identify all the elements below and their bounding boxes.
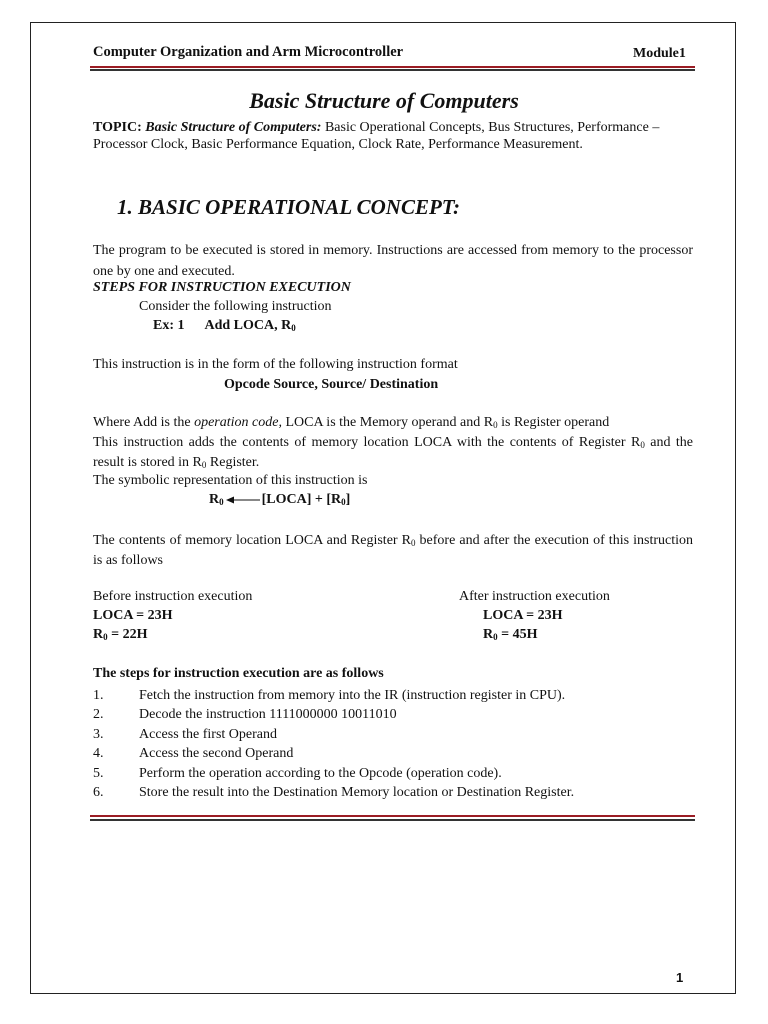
- where-line: [93, 415, 609, 431]
- left-arrow-icon: [226, 495, 260, 505]
- page-border: [30, 22, 736, 994]
- adds-sub2: 0: [201, 460, 207, 470]
- footer-rule-black: [90, 819, 695, 821]
- step-text: Fetch the instruction from memory into the IR (instruction register in CPU).: [139, 688, 566, 703]
- topic-italic: Basic Structure of Computers:: [145, 120, 322, 135]
- where-mid: LOCA is the Memory operand and R: [281, 415, 494, 430]
- step-number: 6.: [93, 785, 104, 801]
- symbolic-representation: [209, 492, 350, 508]
- page-title: Basic Structure of Computers: [249, 88, 519, 113]
- after-r-sub: 0: [493, 632, 498, 642]
- topic-paragraph: [93, 119, 693, 153]
- step-text: Store the result into the Destination Memory location or Destination Register.: [139, 785, 575, 801]
- adds-post: Register.: [206, 455, 260, 470]
- after-loca: LOCA = 23H: [483, 608, 563, 623]
- steps-heading: STEPS FOR INSTRUCTION EXECUTION: [93, 280, 351, 295]
- symbolic-intro: The symbolic representation of this instruction is: [93, 473, 368, 488]
- steps-list: [93, 686, 574, 802]
- after-r-value: = 45H: [497, 627, 538, 642]
- step-number: 5.: [93, 765, 104, 781]
- where-sub: 0: [493, 420, 498, 430]
- adds-pre: This instruction adds the contents of memory location LOCA with the contents of Register R: [93, 435, 641, 450]
- after-register: [483, 627, 538, 643]
- list-item: [93, 705, 574, 724]
- module-label: Module1: [633, 46, 686, 61]
- symbolic-lhs-sub: 0: [219, 497, 224, 507]
- symbolic-rhs-close: ]: [345, 492, 351, 507]
- list-item: [93, 686, 574, 705]
- list-item: [93, 764, 574, 783]
- after-label: After instruction execution: [459, 589, 610, 604]
- step-number: 4.: [93, 746, 104, 762]
- instruction-format: Opcode Source, Source/ Destination: [224, 377, 439, 392]
- adds-sub1: 0: [640, 440, 645, 450]
- example-code: Add LOCA, R: [204, 318, 292, 333]
- list-item: [93, 783, 574, 802]
- symbolic-rhs: [LOCA] + [R: [261, 492, 342, 507]
- list-item: [93, 744, 574, 763]
- adds-mid: and the result is stored in R: [93, 435, 693, 470]
- example-label: Ex: 1: [153, 318, 185, 333]
- step-text: Perform the operation according to the Opcode (operation code).: [139, 765, 502, 781]
- steps-title: The steps for instruction execution are as follows: [93, 666, 384, 681]
- symbolic-rhs-sub: 0: [341, 497, 346, 507]
- after-r: R: [483, 627, 494, 642]
- before-r: R: [93, 627, 104, 642]
- step-number: 1.: [93, 688, 104, 703]
- contents-paragraph: [93, 531, 693, 571]
- header-rule-black: [90, 69, 695, 71]
- topic-label: TOPIC:: [93, 120, 142, 135]
- step-text: Decode the instruction 1111000000 10011010: [139, 707, 397, 723]
- consider-text: Consider the following instruction: [139, 299, 332, 314]
- before-label: Before instruction execution: [93, 589, 253, 604]
- example-instruction: [153, 318, 296, 334]
- page-number: 1: [676, 970, 684, 985]
- contents-sub: 0: [410, 538, 416, 548]
- step-text: Access the first Operand: [139, 726, 278, 742]
- contents-post: before and after the execution of this instruction is as follows: [93, 533, 693, 568]
- course-title: Computer Organization and Arm Microcontroller: [93, 44, 404, 60]
- section-heading: 1. BASIC OPERATIONAL CONCEPT:: [117, 195, 461, 219]
- step-number: 3.: [93, 726, 104, 742]
- topic-text: Basic Operational Concepts, Bus Structures, Performance –Processor Clock, Basic Performance Equation, Clock Rate, Performance Measurement.: [93, 120, 660, 152]
- symbolic-lhs: R: [209, 492, 220, 507]
- where-pre: Where Add is the: [93, 415, 195, 430]
- before-r-sub: 0: [103, 632, 108, 642]
- where-post: is Register operand: [497, 415, 610, 430]
- format-intro: This instruction is in the form of the following instruction format: [93, 357, 458, 372]
- footer-rule-red: [90, 815, 695, 817]
- list-item: [93, 725, 574, 744]
- example-sub: 0: [291, 323, 296, 333]
- contents-pre: The contents of memory location LOCA and Register R: [93, 533, 411, 548]
- before-r-value: = 22H: [107, 627, 148, 642]
- step-number: 2.: [93, 707, 104, 723]
- adds-paragraph: [93, 433, 693, 473]
- header-rule-red: [90, 66, 695, 68]
- step-text: Access the second Operand: [139, 746, 294, 762]
- before-register: [93, 627, 148, 643]
- intro-paragraph: The program to be executed is stored in memory. Instructions are accessed from memory to the processor one by one and executed.: [93, 243, 693, 279]
- before-loca: LOCA = 23H: [93, 608, 173, 623]
- where-opcode: operation code,: [194, 415, 282, 430]
